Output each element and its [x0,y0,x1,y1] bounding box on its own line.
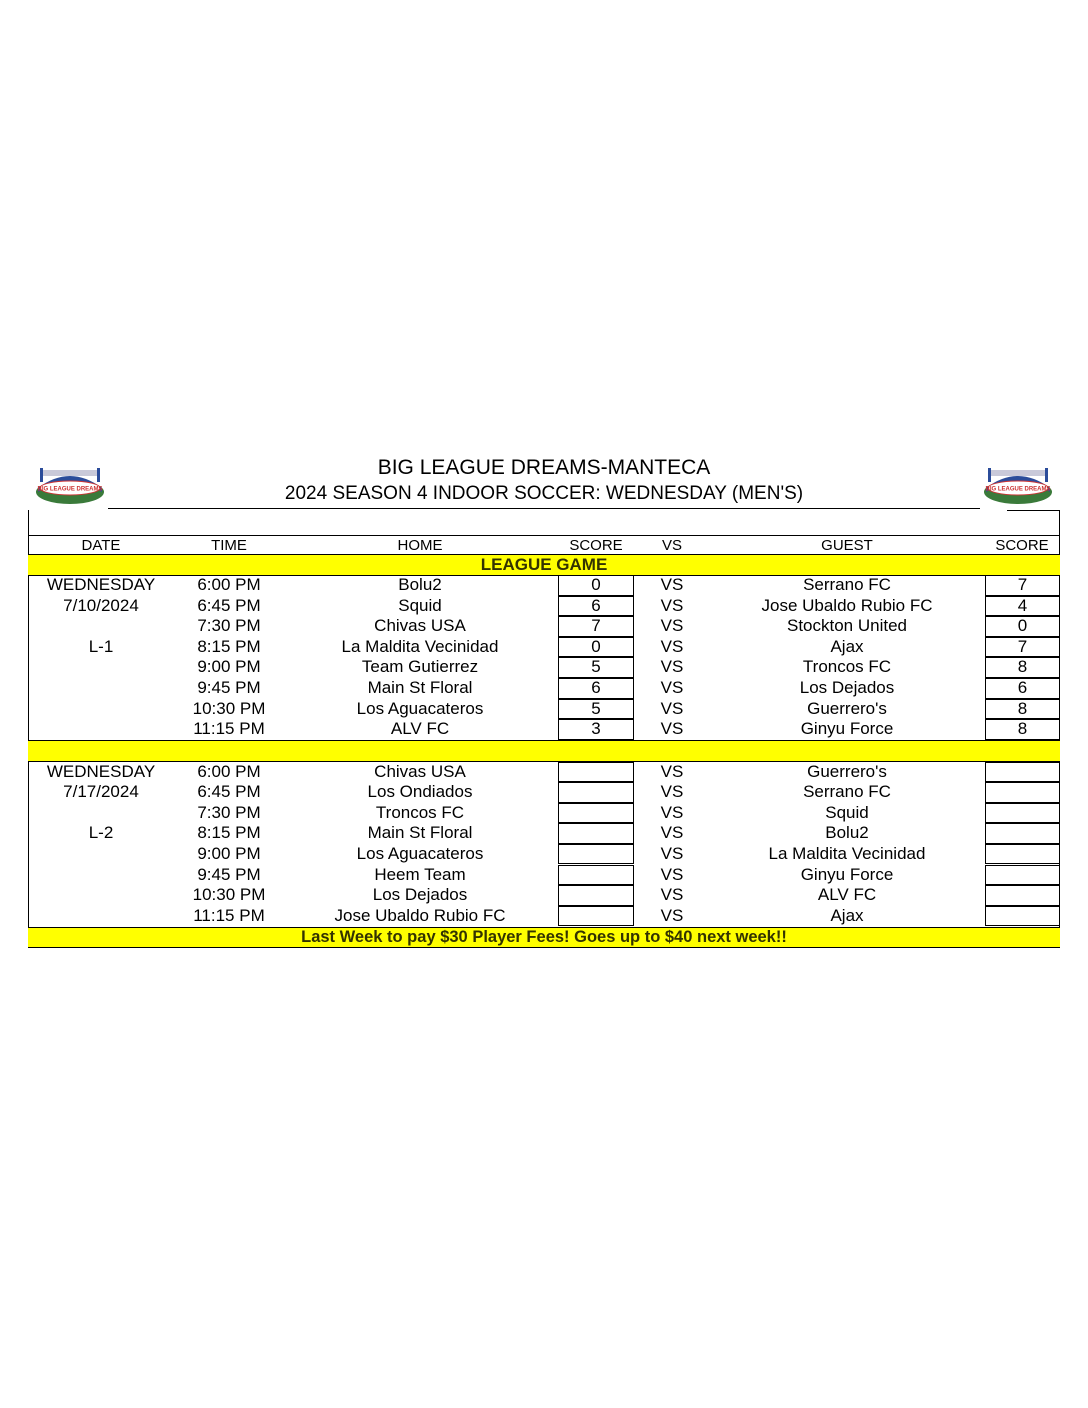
time-cell: 10:30 PM [192,885,266,905]
table-row [28,885,1060,906]
col-guest: GUEST [821,537,873,554]
vs-cell: VS [660,616,684,636]
col-home: HOME [397,537,443,554]
date-cell [28,906,174,927]
page-header [0,452,1088,512]
vs-cell: VS [660,905,684,925]
guest-score-box [985,782,1060,803]
guest-team-cell: Ajax [830,905,864,925]
guest-team-cell: La Maldita Vecinidad [768,843,926,863]
vs-cell: VS [660,698,684,718]
date-cell: WEDNESDAY [46,761,156,781]
col-guest-score: SCORE [995,537,1049,554]
home-team-cell: Los Ondiados [367,782,473,802]
home-score-box [558,782,634,803]
home-team-cell: ALV FC [390,719,450,739]
date-cell [28,865,174,886]
guest-score-box [985,865,1060,886]
home-team-cell: Los Dejados [372,885,468,905]
col-date: DATE [81,537,121,554]
table-row [28,762,1060,783]
home-score-box: 7 [558,616,634,637]
home-team-cell: Main St Floral [367,678,473,697]
table-row [28,844,1060,865]
time-cell: 9:45 PM [197,678,261,697]
page-title: BIG LEAGUE DREAMS-MANTECA [377,456,711,479]
vs-cell: VS [660,719,684,739]
guest-score-box: 0 [985,616,1060,637]
time-cell: 6:00 PM [197,761,261,781]
home-score-box: 5 [558,699,634,720]
home-score-box [558,762,634,783]
guest-score-box: 8 [985,657,1060,678]
table-row [28,637,1060,658]
footer-note: Last Week to pay $30 Player Fees! Goes up to $40 next week!! [28,927,1060,948]
table-row [28,803,1060,824]
home-team-cell: Jose Ubaldo Rubio FC [334,905,506,925]
guest-score-box: 7 [985,637,1060,658]
guest-team-cell: Guerrero's [807,698,887,718]
big-league-dreams-logo [980,462,1056,506]
home-score-box [558,844,634,865]
guest-score-box [985,885,1060,906]
home-score-box [558,906,634,927]
col-vs: VS [661,537,682,554]
date-cell: 7/17/2024 [63,782,139,802]
table-row [28,575,1060,596]
league-game-banner: LEAGUE GAME [28,554,1060,576]
table-row [28,699,1060,720]
table-row [28,657,1060,678]
date-cell [28,616,174,637]
guest-team-cell: Stockton United [786,616,907,636]
guest-team-cell: Bolu2 [825,823,869,843]
table-row [28,823,1060,844]
table-row [28,865,1060,886]
home-score-box: 0 [558,575,634,596]
date-cell [28,803,174,824]
vs-cell: VS [660,802,684,822]
guest-team-cell: ALV FC [817,885,877,905]
date-cell: L-2 [88,823,114,843]
vs-cell: VS [660,885,684,905]
time-cell: 9:00 PM [197,657,261,677]
col-time: TIME [211,537,247,554]
home-team-cell: Chivas USA [374,761,466,781]
guest-score-box: 8 [985,719,1060,740]
vs-cell: VS [660,761,684,781]
home-team-cell: Main St Floral [367,823,473,843]
time-cell: 11:15 PM [193,905,265,925]
guest-team-cell: Ajax [830,636,864,656]
page-subtitle: 2024 SEASON 4 INDOOR SOCCER: WEDNESDAY (MEN'S) [284,483,804,504]
home-team-cell: Squid [398,595,442,615]
time-cell: 9:00 PM [197,843,261,863]
home-team-cell: Los Aguacateros [356,843,484,863]
column-header-row [28,535,1060,555]
home-team-cell: Heem Team [374,864,466,884]
guest-score-box: 4 [985,596,1060,617]
date-cell: 7/10/2024 [63,595,139,615]
home-score-box: 0 [558,637,634,658]
table-row [28,906,1060,927]
time-cell: 8:15 PM [197,823,261,843]
guest-score-box [985,906,1060,927]
vs-cell: VS [660,782,684,802]
guest-score-box: 6 [985,678,1060,699]
time-cell: 7:30 PM [197,802,261,822]
home-score-box [558,885,634,906]
time-cell: 6:45 PM [197,595,261,615]
home-team-cell: Bolu2 [398,575,442,594]
home-score-box: 3 [558,719,634,740]
table-row [28,678,1060,699]
date-cell [28,844,174,865]
time-cell: 11:15 PM [193,719,265,739]
vs-cell: VS [660,843,684,863]
header-divider [108,508,980,509]
home-team-cell: Los Aguacateros [356,698,484,718]
guest-team-cell: Serrano FC [803,575,891,594]
svg-text:BIG LEAGUE DREAMS: BIG LEAGUE DREAMS [37,486,103,493]
home-team-cell: Team Gutierrez [361,657,479,677]
guest-team-cell: Serrano FC [803,782,891,802]
time-cell: 6:45 PM [197,782,261,802]
vs-cell: VS [660,595,684,615]
date-cell: L-1 [88,636,114,656]
home-score-box [558,823,634,844]
home-team-cell: Chivas USA [374,616,466,636]
guest-score-box [985,823,1060,844]
time-cell: 9:45 PM [197,864,261,884]
vs-cell: VS [660,678,684,697]
date-cell [28,885,174,906]
vs-cell: VS [660,636,684,656]
table-row [28,616,1060,637]
guest-score-box [985,762,1060,783]
date-cell: WEDNESDAY [46,575,156,594]
date-cell [28,657,174,678]
vs-cell: VS [660,575,684,594]
home-score-box [558,865,634,886]
time-cell: 10:30 PM [192,698,266,718]
vs-cell: VS [660,657,684,677]
col-home-score: SCORE [569,537,623,554]
week-separator [28,740,1060,762]
guest-team-cell: Squid [825,802,869,822]
home-score-box [558,803,634,824]
guest-team-cell: Jose Ubaldo Rubio FC [761,595,933,615]
guest-score-box [985,803,1060,824]
guest-score-box: 8 [985,699,1060,720]
guest-score-box [985,844,1060,865]
home-team-cell: Troncos FC [375,802,465,822]
home-score-box: 5 [558,657,634,678]
home-score-box: 6 [558,678,634,699]
guest-team-cell: Troncos FC [802,657,892,677]
date-cell [28,719,174,740]
time-cell: 8:15 PM [197,636,261,656]
home-team-cell: La Maldita Vecinidad [341,636,499,656]
vs-cell: VS [660,823,684,843]
svg-text:BIG LEAGUE DREAMS: BIG LEAGUE DREAMS [985,486,1051,493]
home-score-box: 6 [558,596,634,617]
guest-team-cell: Guerrero's [807,761,887,781]
date-cell [28,699,174,720]
vs-cell: VS [660,864,684,884]
guest-team-cell: Los Dejados [799,678,895,697]
table-row [28,596,1060,617]
table-row [28,782,1060,803]
guest-score-box: 7 [985,575,1060,596]
guest-team-cell: Ginyu Force [800,719,894,739]
table-row [28,719,1060,740]
guest-team-cell: Ginyu Force [800,864,894,884]
time-cell: 6:00 PM [197,575,261,594]
date-cell [28,678,174,699]
time-cell: 7:30 PM [197,616,261,636]
